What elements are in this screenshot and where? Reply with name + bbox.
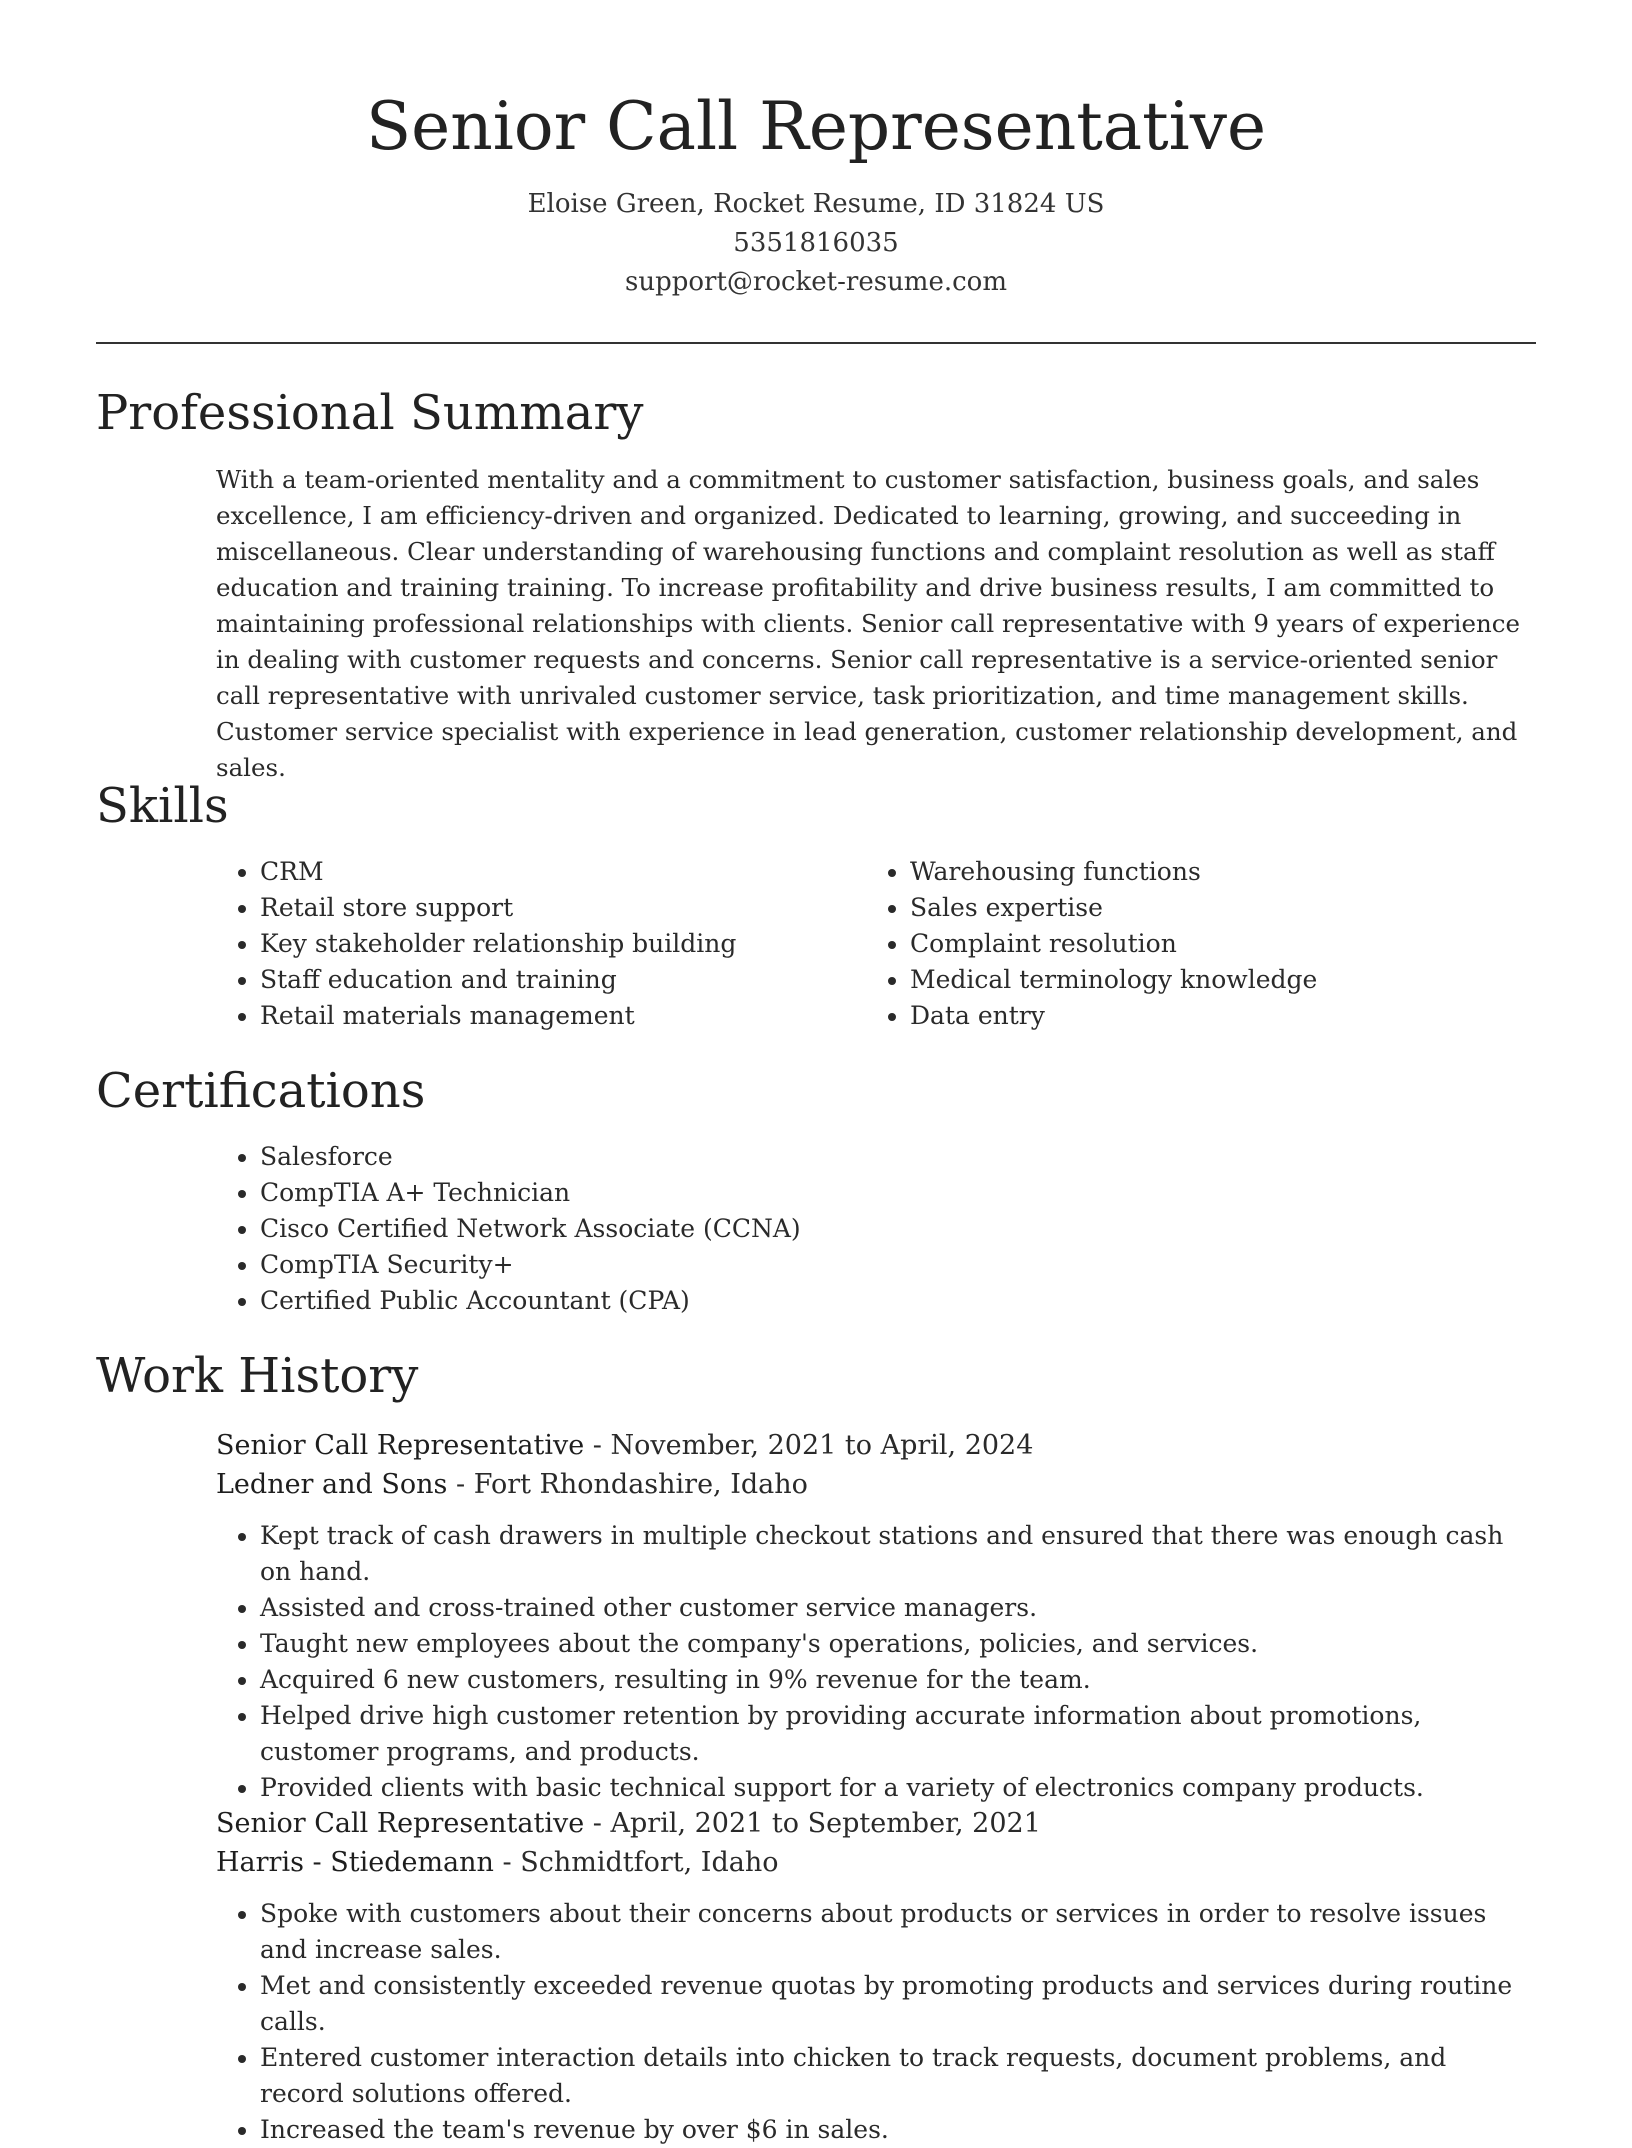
job-bullet: • Increased the team's revenue by over $6 in sales. bbox=[260, 2112, 1536, 2148]
page-title: Senior Call Representative bbox=[365, 88, 1267, 165]
contact-block bbox=[96, 185, 1536, 302]
job-dates: - April, 2021 to September, 2021 bbox=[584, 1808, 1041, 1839]
resume-header bbox=[96, 82, 1536, 302]
skills-column-left bbox=[216, 854, 856, 1034]
summary-heading: Professional Summary bbox=[96, 385, 644, 441]
contact-email: support@rocket-resume.com bbox=[624, 267, 1007, 297]
job-bullets bbox=[216, 1518, 1536, 1806]
summary-text: With a team-oriented mentality and a commitment to customer satisfaction, business goals, and sales excellence, I am efficiency-driven and organized. Dedicated to learning, growing, and succeeding in miscellaneous. Clear understanding of warehousing functions and complaint resolution as well as staff education and training training. To increase profitability and drive business results, I am committed to maintaining professional relationships with clients. Senior call representative with 9 years of experience in dealing with customer requests and concerns. Senior call representative is a service-oriented senior call representative with unrivaled customer service, task prioritization, and time management skills. Customer service specialist with experience in lead generation, customer relationship development, and sales. bbox=[216, 465, 1520, 782]
job-bullet: • Assisted and cross-trained other customer service managers. bbox=[260, 1590, 1536, 1626]
certification-item: • CompTIA A+ Technician bbox=[260, 1175, 801, 1211]
certification-item: • Cisco Certified Network Associate (CCNA) bbox=[260, 1211, 801, 1247]
skill-item: • Warehousing functions bbox=[910, 854, 1506, 890]
certification-item: • Certified Public Accountant (CPA) bbox=[260, 1283, 801, 1319]
work-history-heading: Work History bbox=[96, 1348, 419, 1404]
skill-item: • Retail materials management bbox=[260, 998, 856, 1034]
job-bullet: • Helped drive high customer retention by providing accurate information about promotions, customer programs, and products. bbox=[260, 1698, 1536, 1770]
job-title: Senior Call Representative bbox=[216, 1430, 585, 1461]
skill-item: • Complaint resolution bbox=[910, 926, 1506, 962]
job-bullet: • Taught new employees about the company's operations, policies, and services. bbox=[260, 1626, 1536, 1662]
skill-item: • CRM bbox=[260, 854, 856, 890]
job-title-line bbox=[216, 1804, 1536, 1843]
job-company-line bbox=[216, 1465, 1536, 1504]
job-bullet: • Met and consistently exceeded revenue quotas by promoting products and services during routine calls. bbox=[260, 1968, 1536, 2040]
skills-heading: Skills bbox=[96, 778, 229, 834]
skill-item: • Sales expertise bbox=[910, 890, 1506, 926]
skills-column-right bbox=[866, 854, 1506, 1034]
skill-item: • Medical terminology knowledge bbox=[910, 962, 1506, 998]
job-bullet: • Spoke with customers about their concerns about products or services in order to resolve issues and increase sales. bbox=[260, 1896, 1536, 1968]
skill-item: • Staff education and training bbox=[260, 962, 856, 998]
job-dates: - November, 2021 to April, 2024 bbox=[584, 1430, 1034, 1461]
job-entry bbox=[216, 1426, 1536, 1806]
job-location: - Fort Rhondashire, Idaho bbox=[447, 1469, 808, 1500]
certifications-list bbox=[216, 1139, 801, 1319]
job-entry bbox=[216, 1804, 1536, 2148]
job-company: Ledner and Sons bbox=[216, 1469, 448, 1500]
certifications-list-container bbox=[216, 1139, 801, 1319]
skills-list-left bbox=[216, 854, 856, 1034]
job-location: - Schmidtfort, Idaho bbox=[493, 1847, 779, 1878]
job-bullet: • Entered customer interaction details into chicken to track requests, document problems, and record solutions offered. bbox=[260, 2040, 1536, 2112]
contact-phone: 5351816035 bbox=[733, 228, 899, 258]
job-title-line bbox=[216, 1426, 1536, 1465]
skills-list-right bbox=[866, 854, 1506, 1034]
contact-address: Eloise Green, Rocket Resume, ID 31824 US bbox=[527, 189, 1105, 219]
skill-item: • Retail store support bbox=[260, 890, 856, 926]
job-bullet: • Provided clients with basic technical support for a variety of electronics company products. bbox=[260, 1770, 1536, 1806]
skill-item: • Data entry bbox=[910, 998, 1506, 1034]
job-title: Senior Call Representative bbox=[216, 1808, 585, 1839]
job-company-line bbox=[216, 1843, 1536, 1882]
job-bullet: • Acquired 6 new customers, resulting in 9% revenue for the team. bbox=[260, 1662, 1536, 1698]
certifications-heading: Certifications bbox=[96, 1063, 426, 1119]
job-bullets bbox=[216, 1896, 1536, 2148]
certification-item: • CompTIA Security+ bbox=[260, 1247, 801, 1283]
header-divider bbox=[96, 342, 1536, 344]
job-bullet: • Kept track of cash drawers in multiple checkout stations and ensured that there was enough cash on hand. bbox=[260, 1518, 1536, 1590]
certification-item: • Salesforce bbox=[260, 1139, 801, 1175]
skill-item: • Key stakeholder relationship building bbox=[260, 926, 856, 962]
job-company: Harris - Stiedemann bbox=[216, 1847, 494, 1878]
